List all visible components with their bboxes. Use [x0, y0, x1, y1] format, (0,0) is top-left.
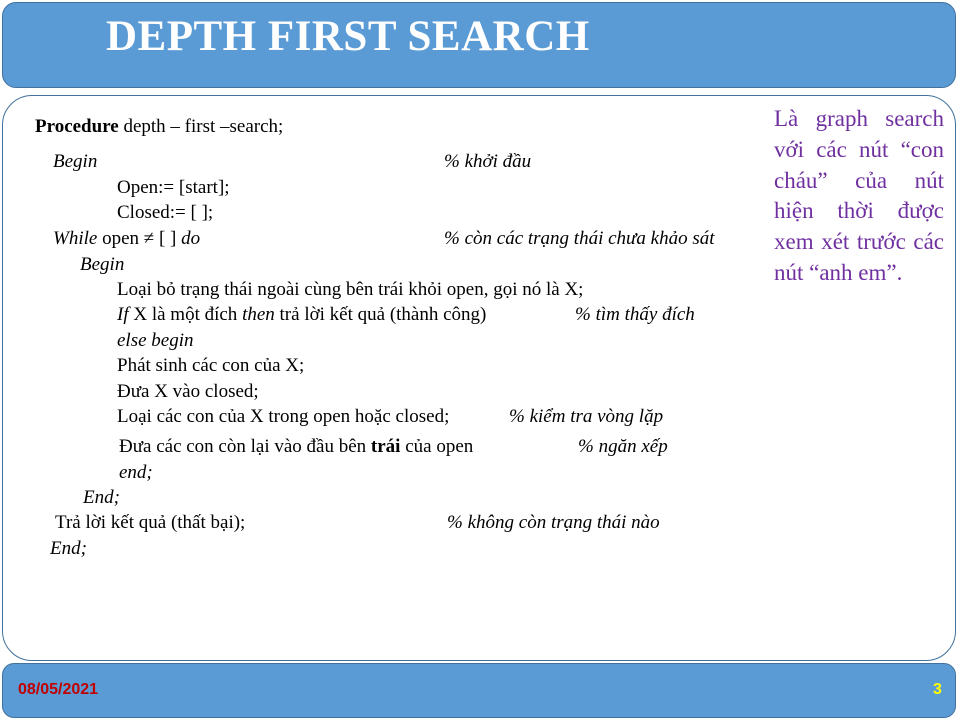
if-result: trả lời kết quả (thành công) [274, 304, 487, 325]
push-suffix: của open [400, 436, 474, 457]
end-procedure-line: End; [50, 538, 87, 559]
begin-line: Begin [53, 151, 98, 172]
remove-left-line: Loại bỏ trạng thái ngoài cùng bên trái khỏi open, gọi nó là X; [117, 279, 584, 300]
generate-children-line: Phát sinh các con của X; [117, 355, 305, 376]
footer-date: 08/05/2021 [18, 681, 99, 698]
put-closed-line: Đưa X vào closed; [117, 381, 259, 402]
else-begin-line: else begin [117, 330, 194, 351]
closed-init-line: Closed:= [ ]; [117, 202, 214, 223]
then-keyword: then [242, 304, 275, 325]
comment-stack: % ngăn xếp [578, 436, 668, 457]
fail-result-line: Trả lời kết quả (thất bại); [55, 512, 246, 533]
comment-init: % khởi đầu [444, 151, 532, 172]
comment-while: % còn các trạng thái chưa khảo sát [444, 228, 715, 249]
slide-title: DEPTH FIRST SEARCH [106, 13, 590, 60]
while-condition: open ≠ [ ] [97, 228, 182, 249]
end-while-line: End; [83, 487, 120, 508]
comment-found: % tìm thấy đích [575, 304, 695, 325]
if-condition: X là một đích [128, 304, 243, 325]
inner-end-line: end; [119, 462, 153, 483]
side-note: Là graph search với các nút “con cháu” của nút hiện thời được xem xét trước các nút “anh em”. [774, 106, 944, 285]
page-number: 3 [933, 681, 942, 698]
push-prefix: Đưa các con còn lại vào đầu bên [119, 436, 371, 457]
push-bold: trái [370, 436, 401, 457]
comment-loop: % kiểm tra vòng lặp [509, 406, 664, 427]
comment-none: % không còn trạng thái nào [447, 512, 660, 533]
footer-bar [2, 663, 956, 718]
open-init-line: Open:= [start]; [117, 177, 230, 198]
procedure-name: depth – first –search; [118, 116, 284, 137]
do-keyword: do [181, 228, 201, 249]
remove-children-line: Loại các con của X trong open hoặc closed; [117, 406, 450, 427]
inner-begin-line: Begin [80, 254, 125, 275]
if-keyword: If [117, 304, 129, 325]
while-keyword: While [53, 228, 98, 249]
procedure-keyword: Procedure [35, 116, 119, 137]
